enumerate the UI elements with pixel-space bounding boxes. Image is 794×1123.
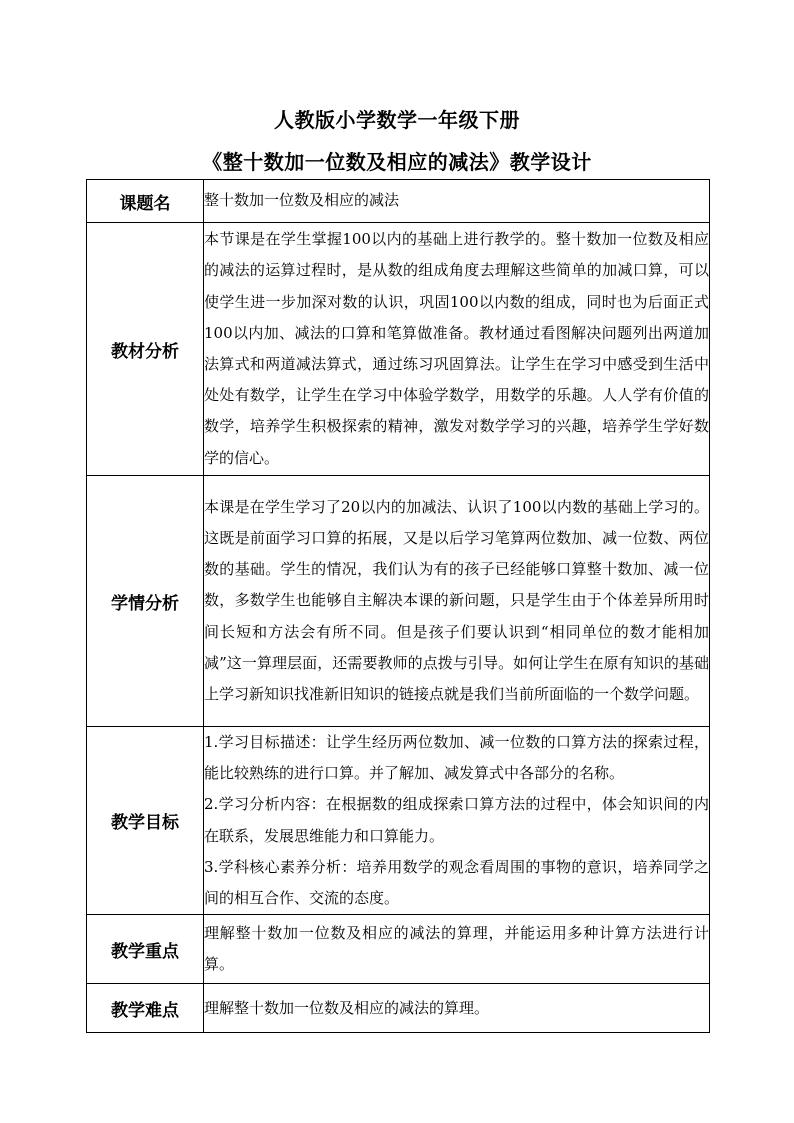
label-topic: 课题名 bbox=[87, 180, 204, 223]
content-topic bbox=[204, 180, 710, 223]
label-difficulties: 教学难点 bbox=[87, 984, 204, 1033]
document-subtitle: 《整十数加一位数及相应的减法》教学设计 bbox=[202, 150, 592, 174]
paragraph: 理解整十数加一位数及相应的减法的算理。 bbox=[204, 998, 490, 1017]
goal-item-1: 1.学习目标描述：让学生经历两位数加、减一位数的口算方法的探索过程，能比较熟练的进行口算。并了解加、减发算式中各部分的名称。 bbox=[204, 733, 709, 783]
label-textbook-analysis: 教材分析 bbox=[87, 223, 204, 476]
label-teaching-goals: 教学目标 bbox=[87, 727, 204, 915]
content-student-analysis bbox=[204, 476, 710, 727]
row-key-points bbox=[87, 915, 710, 984]
goal-item-2: 2.学习分析内容：在根据数的组成探索口算方法的过程中，体会知识间的内在联系，发展思维能力和口算能力。 bbox=[204, 795, 709, 845]
row-student-analysis bbox=[87, 476, 710, 727]
row-textbook-analysis bbox=[87, 223, 710, 476]
content-key-points bbox=[204, 915, 710, 984]
content-difficulties bbox=[204, 984, 710, 1033]
document-title: 人教版小学数学一年级下册 bbox=[274, 108, 520, 132]
row-teaching-goals bbox=[87, 727, 710, 915]
paragraph: 本课是在学生学习了20以内的加减法、认识了100以内数的基础上学习的。这既是前面学习口算的拓展，又是以后学习笔算两位数加、减一位数、两位数的基础。学生的情况，我们认为有的孩子已经能够口算整十数加、减一位数，多数学生也能够自主解决本课的新问题，只是学生由于个体差异所用时间长短和方法会有所不同。但是孩子们要认识到“相同单位的数才能相加减”这一算理层面，还需要教师的点拨与引导。如何让学生在原有知识的基础上学习新知识找准新旧知识的链接点就是我们当前所面临的一个数学问题。 bbox=[204, 497, 709, 703]
label-key-points: 教学重点 bbox=[87, 915, 204, 984]
paragraph: 理解整十数加一位数及相应的减法的算理，并能运用多种计算方法进行计算。 bbox=[204, 924, 709, 974]
goal-item-3: 3.学科核心素养分析：培养用数学的观念看周围的事物的意识，培养同学之间的相互合作、交流的态度。 bbox=[204, 857, 709, 908]
content-teaching-goals bbox=[204, 727, 710, 915]
row-difficulties bbox=[87, 984, 710, 1033]
lesson-plan-table bbox=[86, 179, 710, 1033]
paragraph: 整十数加一位数及相应的减法 bbox=[204, 191, 400, 210]
content-textbook-analysis bbox=[204, 223, 710, 476]
paragraph: 本节课是在学生掌握100以内的基础上进行教学的。整十数加一位数及相应的减法的运算过程时，是从数的组成角度去理解这些简单的加减口算，可以使学生进一步加深对数的认识，巩固100以内数的组成，同时也为后面正式100以内加、减法的口算和笔算做准备。教材通过看图解决问题列出两道加法算式和两道减法算式，通过练习巩固算法。让学生在学习中感受到生活中处处有数学，让学生在学习中体验学数学，用数学的乐趣。人人学有价值的数学，培养学生积极探索的精神，激发对数学学习的兴趣，培养学生学好数学的信心。 bbox=[204, 230, 709, 467]
label-student-analysis: 学情分析 bbox=[87, 476, 204, 727]
row-topic bbox=[87, 180, 710, 223]
